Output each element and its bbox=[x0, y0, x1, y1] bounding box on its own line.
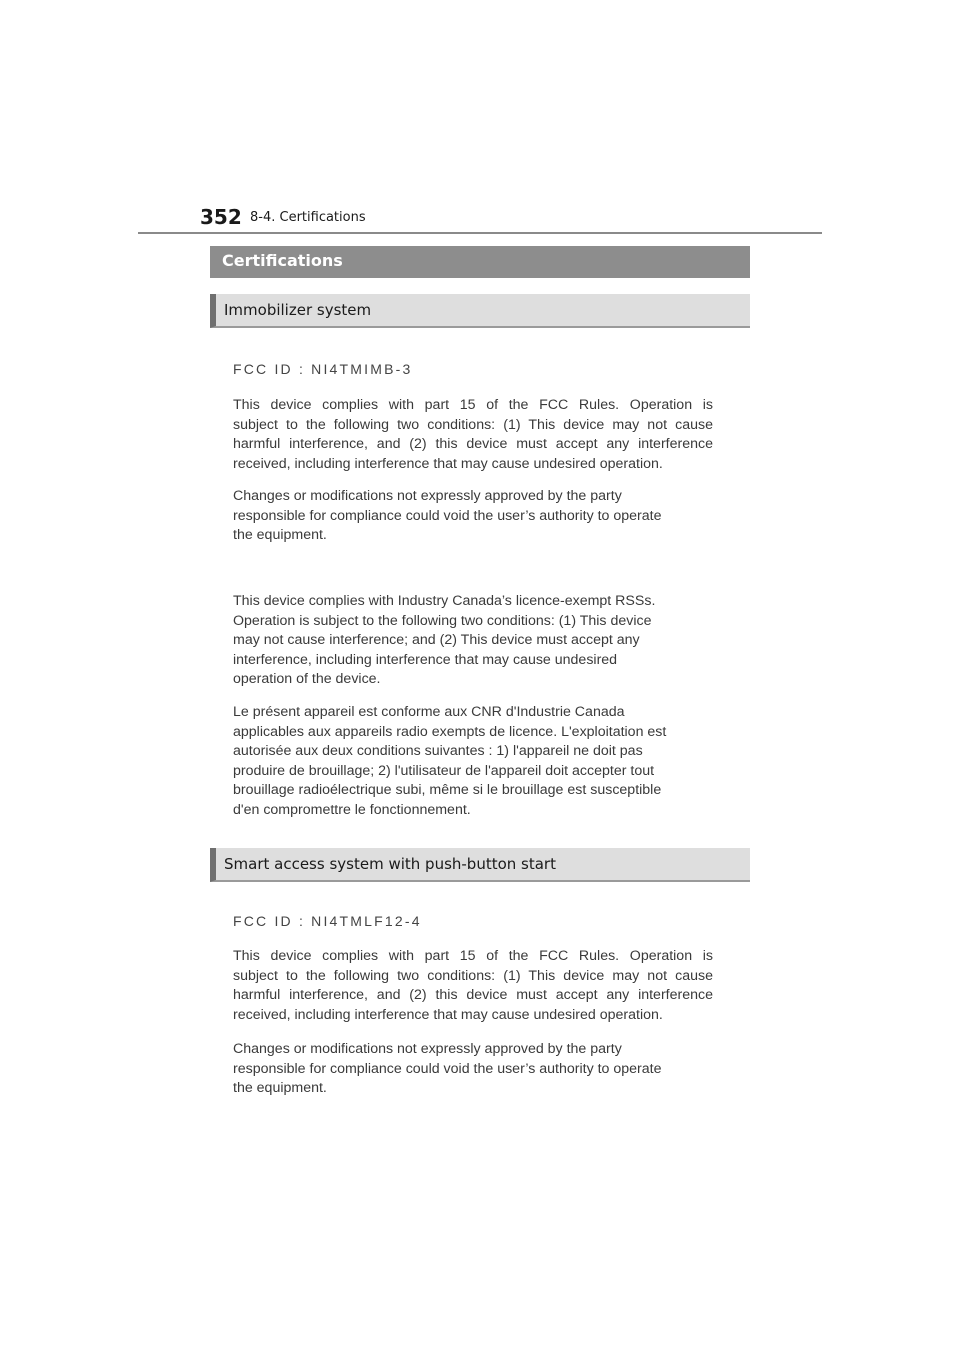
statement-line: may not cause interference; and (2) This device must accept any bbox=[233, 632, 640, 648]
statement-line: Operation is subject to the following two conditions: (1) This device bbox=[233, 612, 652, 629]
page-header bbox=[200, 200, 840, 240]
statement-line: applicables aux appareils radio exempts de licence. L'exploitation est bbox=[233, 723, 667, 740]
immobilizer-changes-statement bbox=[233, 487, 713, 546]
smart-access-fcc-id: FCC ID : NI4TMLF12-4 bbox=[233, 913, 422, 929]
statement-line: This device complies with Industry Canada’s licence-exempt RSSs. bbox=[233, 593, 656, 609]
smart-access-heading-bar bbox=[210, 848, 750, 882]
statement-line: Changes or modifications not expressly approved by the party bbox=[233, 488, 622, 504]
statement-line: This device complies with part 15 of the FCC Rules. Operation is bbox=[233, 948, 713, 964]
statement-line: subject to the following two conditions: (1) This device may not cause bbox=[233, 416, 713, 433]
immobilizer-fcc-statement bbox=[233, 396, 713, 474]
immobilizer-canada-statement bbox=[233, 592, 713, 690]
statement-line: responsible for compliance could void the user’s authority to operate bbox=[233, 1060, 662, 1077]
statement-line: the equipment. bbox=[233, 1080, 327, 1096]
immobilizer-heading-bar bbox=[210, 294, 750, 328]
smart-access-changes-statement bbox=[233, 1040, 713, 1099]
immobilizer-heading: Immobilizer system bbox=[224, 301, 372, 319]
statement-line: received, including interference that may cause undesired operation. bbox=[233, 455, 663, 472]
section-title: 8-4. Certifications bbox=[250, 210, 366, 225]
statement-line: operation of the device. bbox=[233, 671, 381, 687]
statement-line: Le présent appareil est conforme aux CNR d'Industrie Canada bbox=[233, 704, 625, 720]
statement-line: the equipment. bbox=[233, 527, 327, 543]
certifications-heading: Certifications bbox=[222, 251, 343, 270]
statement-line: produire de brouillage; 2) l'utilisateur de l'appareil doit accepter tout bbox=[233, 762, 655, 779]
smart-access-fcc-statement bbox=[233, 947, 713, 1025]
statement-line: d'en compromettre le fonctionnement. bbox=[233, 801, 471, 818]
statement-line: received, including interference that may cause undesired operation. bbox=[233, 1006, 663, 1023]
statement-line: harmful interference, and (2) this device must accept any interference bbox=[233, 987, 713, 1003]
header-divider bbox=[138, 232, 822, 234]
statement-line: brouillage radioélectrique subi, même si le brouillage est susceptible bbox=[233, 782, 662, 798]
page-number: 352 bbox=[200, 205, 242, 229]
smart-access-heading: Smart access system with push-button start bbox=[224, 855, 556, 873]
certifications-heading-bar bbox=[210, 246, 750, 278]
statement-line: This device complies with part 15 of the FCC Rules. Operation is bbox=[233, 397, 713, 413]
immobilizer-fcc-id: FCC ID : NI4TMIMB-3 bbox=[233, 361, 413, 377]
statement-line: responsible for compliance could void the user’s authority to operate bbox=[233, 507, 662, 524]
statement-line: autorisée aux deux conditions suivantes : 1) l'appareil ne doit pas bbox=[233, 743, 643, 759]
statement-line: harmful interference, and (2) this device must accept any interference bbox=[233, 436, 713, 452]
statement-line: subject to the following two conditions: (1) This device may not cause bbox=[233, 967, 713, 984]
statement-line: Changes or modifications not expressly approved by the party bbox=[233, 1041, 622, 1057]
statement-line: interference, including interference that may cause undesired bbox=[233, 651, 618, 668]
immobilizer-french-statement bbox=[233, 703, 713, 820]
